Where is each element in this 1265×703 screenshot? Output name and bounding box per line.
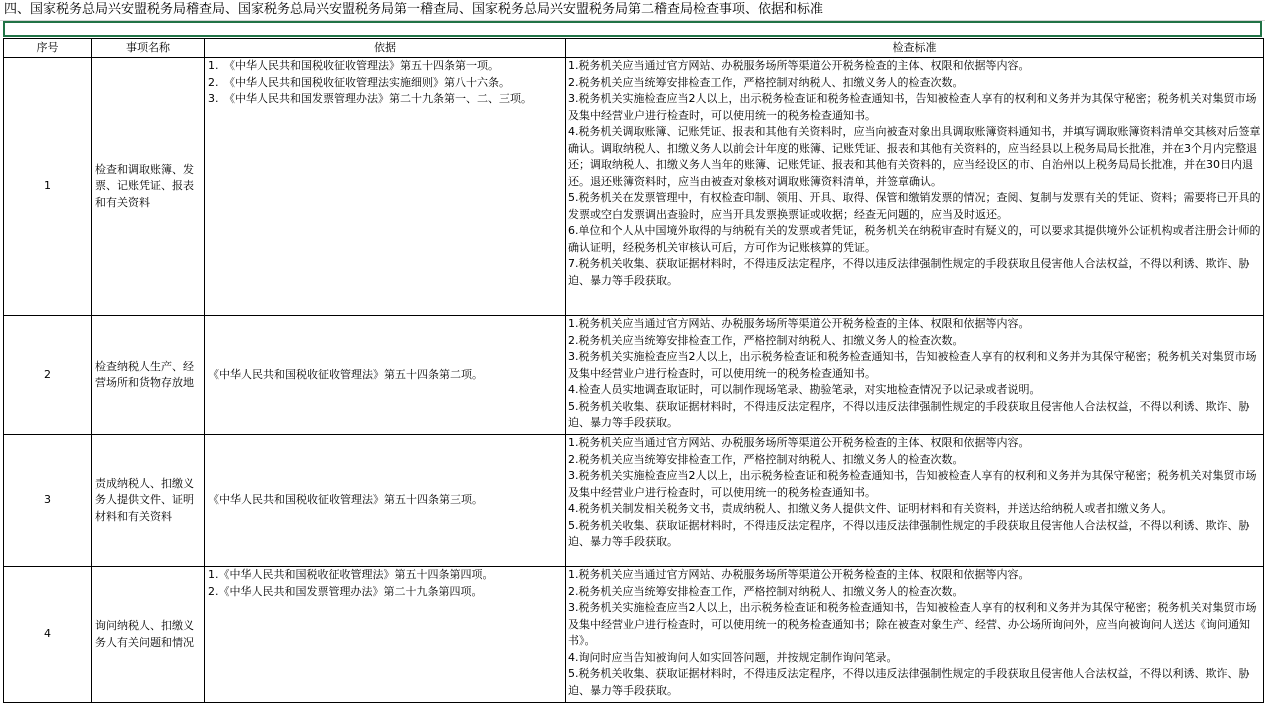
standard-line: 2.税务机关应当统筹安排检查工作，严格控制对纳税人、扣缴义务人的检查次数。 [568,333,964,347]
header-standard[interactable]: 检查标准 [566,39,1264,58]
header-idx[interactable]: 序号 [4,39,92,58]
standard-line: 4.检查人员实地调查取证时，可以制作现场笔录、勘验笔录，对实地检查情况予以记录或者说明。 [568,383,1041,396]
standard-line: 4.询问时应当告知被询问人如实回答问题，并按规定制作询问笔录。 [568,650,898,664]
standard-line: 2.税务机关应当统筹安排检查工作，严格控制对纳税人、扣缴义务人的检查次数。 [568,75,964,89]
standard-line: 1.税务机关应当通过官方网站、办税服务场所等渠道公开税务检查的主体、权限和依据等内容。 [568,568,1030,581]
standard-cell[interactable] [566,435,1264,567]
basis-cell[interactable] [205,316,566,435]
standard-line: 5.税务机关在发票管理中，有权检查印制、领用、开具、取得、保管和缴销发票的情况；查阅、复制与发票有关的凭证、资料；需要将已开具的发票或空白发票调出查验时，应当开具发票换票证或收据；经查无问题的，应当及时返还。 [568,191,1261,221]
row-index-cell[interactable]: 2 [4,316,92,435]
standard-line: 1.税务机关应当通过官方网站、办税服务场所等渠道公开税务检查的主体、权限和依据等内容。 [568,317,1030,330]
standard-line: 5.税务机关收集、获取证据材料时，不得违反法定程序，不得以违反法律强制性规定的手段获取且侵害他人合法权益，不得以利诱、欺诈、胁迫、暴力等手段获取。 [568,518,1250,548]
header-name[interactable]: 事项名称 [92,39,205,58]
standard-line: 2.税务机关应当统筹安排检查工作，严格控制对纳税人、扣缴义务人的检查次数。 [568,452,964,466]
standard-line: 2.税务机关应当统筹安排检查工作，严格控制对纳税人、扣缴义务人的检查次数。 [568,584,964,598]
item-name-cell[interactable]: 责成纳税人、扣缴义务人提供文件、证明材料和有关资料 [92,435,205,567]
standard-cell[interactable] [566,567,1264,703]
standard-line: 4.税务机关制发相关税务文书，责成纳税人、扣缴义务人提供文件、证明材料和有关资料，并送达给纳税人或者扣缴义务人。 [568,502,1173,515]
selected-cell[interactable] [3,21,1262,37]
row-index-cell[interactable]: 3 [4,435,92,567]
header-basis[interactable]: 依据 [205,39,566,58]
item-name-cell[interactable]: 检查纳税人生产、经营场所和货物存放地 [92,316,205,435]
standard-line: 3.税务机关实施检查应当2人以上，出示税务检查证和税务检查通知书，告知被检查人享有的权利和义务并为其保守秘密；税务机关对集贸市场及集中经营业户进行检查时，可以使用统一的税务检查通知书。 [568,350,1257,380]
sheet-title: 四、国家税务总局兴安盟税务局稽查局、国家税务总局兴安盟税务局第一稽查局、国家税务总局兴安盟税务局第二稽查局检查事项、依据和标准 [4,2,824,17]
standard-line: 1.税务机关应当通过官方网站、办税服务场所等渠道公开税务检查的主体、权限和依据等内容。 [568,436,1030,449]
standard-line: 6.单位和个人从中国境外取得的与纳税有关的发票或者凭证，税务机关在纳税审查时有疑义的，可以要求其提供境外公证机构或者注册会计师的确认证明，经税务机关审核认可后，方可作为记账核算的凭证。 [568,224,1261,254]
item-name-cell[interactable]: 询问纳税人、扣缴义务人有关问题和情况 [92,567,205,703]
table-row [4,58,1264,316]
basis-line: 3. 《中华人民共和国发票管理办法》第二十九条第一、二、三项。 [208,92,532,105]
standard-line: 3.税务机关实施检查应当2人以上，出示税务检查证和税务检查通知书，告知被检查人享有的权利和义务并为其保守秘密；税务机关对集贸市场及集中经营业户进行检查时，可以使用统一的税务检查通知书。 [568,92,1257,122]
row-index-cell[interactable]: 4 [4,567,92,703]
standard-line: 7.税务机关收集、获取证据材料时，不得违反法定程序，不得以违反法律强制性规定的手段获取且侵害他人合法权益，不得以利诱、欺诈、胁迫、暴力等手段获取。 [568,257,1250,287]
basis-cell[interactable] [205,567,566,703]
standard-cell[interactable] [566,316,1264,435]
basis-line: 1.《中华人民共和国税收征收管理法》第五十四条第四项。 [208,568,494,581]
basis-line: 2. 《中华人民共和国税收征收管理法实施细则》第八十六条。 [208,75,510,89]
table-row [4,435,1264,567]
basis-line: 2.《中华人民共和国发票管理办法》第二十九条第四项。 [208,584,483,598]
standard-line: 1.税务机关应当通过官方网站、办税服务场所等渠道公开税务检查的主体、权限和依据等内容。 [568,59,1030,72]
row-index-cell[interactable]: 1 [4,58,92,316]
basis-line: 《中华人民共和国税收征收管理法》第五十四条第三项。 [208,493,483,507]
basis-line: 《中华人民共和国税收征收管理法》第五十四条第二项。 [208,367,483,381]
standard-line: 4.税务机关调取账簿、记账凭证、报表和其他有关资料时，应当向被查对象出具调取账簿资料通知书，并填写调取账簿资料清单交其核对后签章确认。调取纳税人、扣缴义务人以前会计年度的账簿、记账凭证、报表和其他有关资料的，应当经县以上税务局局长批准，并在3个月内完整退还；调取纳税人、扣缴义务人当年的账簿、记账凭证、报表和其他有关资料的，应当经设区的市、自治州以上税务局局长批准，并在30日内退还。退还账簿资料时，应当由被查对象核对调取账簿资料清单，并签章确认。 [568,125,1261,188]
header-row [4,39,1264,58]
table-row [4,316,1264,435]
item-name-cell[interactable]: 检查和调取账簿、发票、记账凭证、报表和有关资料 [92,58,205,316]
basis-line: 1. 《中华人民共和国税收征收管理法》第五十四条第一项。 [208,59,499,72]
basis-cell[interactable] [205,58,566,316]
standard-line: 5.税务机关收集、获取证据材料时，不得违反法定程序，不得以违反法律强制性规定的手段获取且侵害他人合法权益，不得以利诱、欺诈、胁迫、暴力等手段获取。 [568,399,1250,429]
inspection-table [3,38,1264,703]
basis-cell[interactable] [205,435,566,567]
standard-line: 3.税务机关实施检查应当2人以上，出示税务检查证和税务检查通知书，告知被检查人享有的权利和义务并为其保守秘密；税务机关对集贸市场及集中经营业户进行检查时，可以使用统一的税务检查通知书；除在被查对象生产、经营、办公场所询问外，应当向被询问人送达《询问通知书》。 [568,601,1257,647]
empty-row [0,20,1265,37]
standard-line: 5.税务机关收集、获取证据材料时，不得违反法定程序，不得以违反法律强制性规定的手段获取且侵害他人合法权益，不得以利诱、欺诈、胁迫、暴力等手段获取。 [568,667,1250,697]
standard-line: 3.税务机关实施检查应当2人以上，出示税务检查证和税务检查通知书，告知被检查人享有的权利和义务并为其保守秘密；税务机关对集贸市场及集中经营业户进行检查时，可以使用统一的税务检查通知书。 [568,469,1257,499]
table-row [4,567,1264,703]
standard-cell[interactable] [566,58,1264,316]
